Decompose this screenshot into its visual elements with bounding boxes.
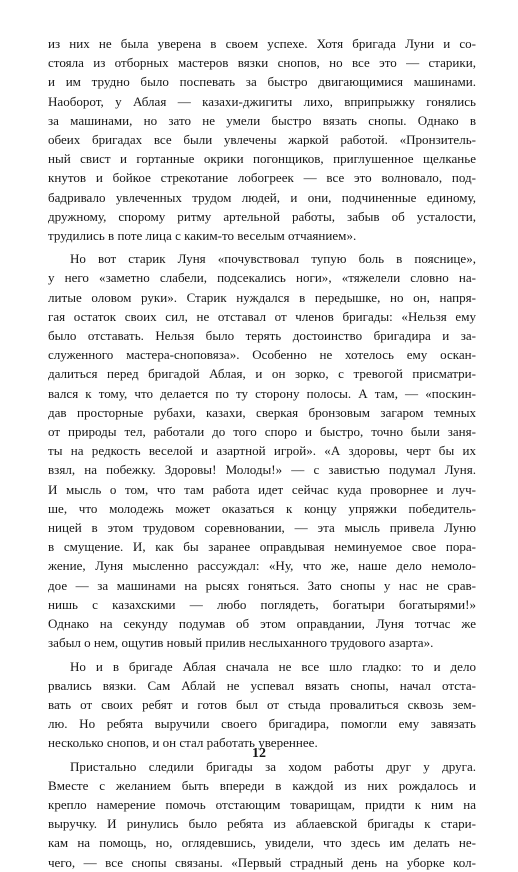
text-line: гая остаток своих сил, не отставал от членов бригады: «Нельзя ему — [48, 308, 476, 324]
paragraph — [48, 757, 476, 872]
text-line: дав просторные рубахи, казахи, сверкая бронзовым загаром темных — [48, 404, 476, 420]
paragraph — [48, 657, 476, 753]
text-line: обеих бригадах все были увлечены жаркой работой. «Пронзитель- — [48, 132, 476, 148]
text-line: Но вот старик Луня «почувствовал тупую боль в пояснице», — [70, 251, 476, 267]
text-line: ше, что молодежь может оказаться к концу упряжки победитель- — [48, 500, 476, 516]
text-line: вать от своих ребят и готов был от стыда провалиться сквозь зем- — [48, 696, 476, 712]
text-line: Но и в бригаде Аблая сначала не все шло гладко: то и дело — [70, 658, 476, 674]
text-line: бадривало увлеченных трудом людей, и они, подчиненные единому, — [48, 189, 476, 205]
text-line: кнутов и бойкое стрекотание лобогреек — все это волновало, под- — [48, 170, 476, 186]
text-line: Наоборот, у Аблая — казахи-джигиты лихо, вприпрыжку гонялись — [48, 93, 476, 109]
text-line: Вместе с желанием быть впереди в каждой из них рождалось и — [48, 777, 476, 793]
text-line: взял, на побежку. Здоровы! Молоды!» — с завистью подумал Луня. — [48, 462, 476, 478]
text-line: ный свист и гортанные окрики погонщиков, приглушенное щелканье — [48, 151, 476, 167]
text-line: выручку. И ринулись было ребята из аблаевской бригады к стари- — [48, 816, 476, 832]
text-line: стояла из отборных мастеров вязки снопов, но все это — старики, — [48, 55, 476, 71]
text-line: несколько снопов, и он стал работать увереннее. — [48, 735, 318, 751]
text-line: и им трудно было поспевать за быстро двигающимися машинами. — [48, 74, 476, 90]
paragraph — [48, 34, 476, 245]
text-line: жение, Луня мысленно рассуждал: «Ну, что же, наше дело немоло- — [48, 558, 476, 574]
text-line: ницей в этом трудовом соревновании, — эта мысль привела Луню — [48, 520, 476, 536]
text-line: далиться перед бригадой Аблая, и он зорко, с тревогой присматри- — [48, 366, 476, 382]
text-line: дружному, спорому ритму артельной работы, забыв об усталости, — [48, 208, 476, 224]
text-line: у него «заметно слабели, подсекались ноги», «тяжелели словно на- — [48, 270, 476, 286]
text-line: рвались вязки. Сам Аблай не успевал вязать снопы, начал отста- — [48, 677, 476, 693]
text-line: забыл о нем, ощутив новый прилив неслыханного трудового азарта». — [48, 635, 434, 651]
text-line: было отставать. Нельзя было терять достоинство бригадира и за- — [48, 328, 476, 344]
text-line: чего, — все снопы связаны. «Первый страдный день на уборке кол- — [48, 854, 476, 870]
text-line: ты на редкость веселой и азартной игрой». «А здоровы, черт бы их — [48, 443, 476, 459]
text-line: в смущение. И, как бы заранее оправдывая неминуемое свое пора- — [48, 539, 476, 555]
text-line: из них не была уверена в своем успехе. Хотя бригада Луни и со- — [48, 36, 476, 51]
text-line: за машинами, но зато не умели быстро вязать снопы. Однако в — [48, 112, 476, 128]
text-line: трудились в поте лица с каким-то веселым отчаянием». — [48, 228, 357, 244]
text-line: от природы тел, работали до того споро и быстро, точно были заня- — [48, 424, 476, 440]
text-line: литые оловом руки». Старик нуждался в передышке, но он, напря- — [48, 289, 476, 305]
text-line: нишь с казахскими — любо поглядеть, богатыри богатырями!» — [48, 596, 476, 612]
text-line: лю. Но ребята выручили своего бригадира, помогли ему завязать — [48, 716, 476, 732]
text-line: Пристально следили бригады за ходом работы друг у друга. — [70, 758, 476, 774]
text-line: И мысль о том, что там работа идет сейчас куда проворнее и луч- — [48, 481, 476, 497]
text-line: вался к тому, что делается по ту сторону полосы. А там, — «поскин- — [48, 385, 476, 401]
text-line: кам на помощь, но, оглядевшись, увидели, что здесь им делать не- — [48, 835, 476, 851]
page-number: 12 — [252, 746, 266, 761]
text-line: дое — за машинами на рысях гоняться. Зато снопы у нас не срав- — [48, 577, 476, 593]
text-line: крепло намерение помочь отстающим товарищам, придти к ним на — [48, 796, 476, 812]
text-line: Однако на секунду подумав об этом оправдании, Луня тотчас же — [48, 616, 476, 632]
paragraph — [48, 249, 476, 652]
text-line: служенного мастера-сноповяза». Особенно не хотелось ему оскан- — [48, 347, 476, 363]
